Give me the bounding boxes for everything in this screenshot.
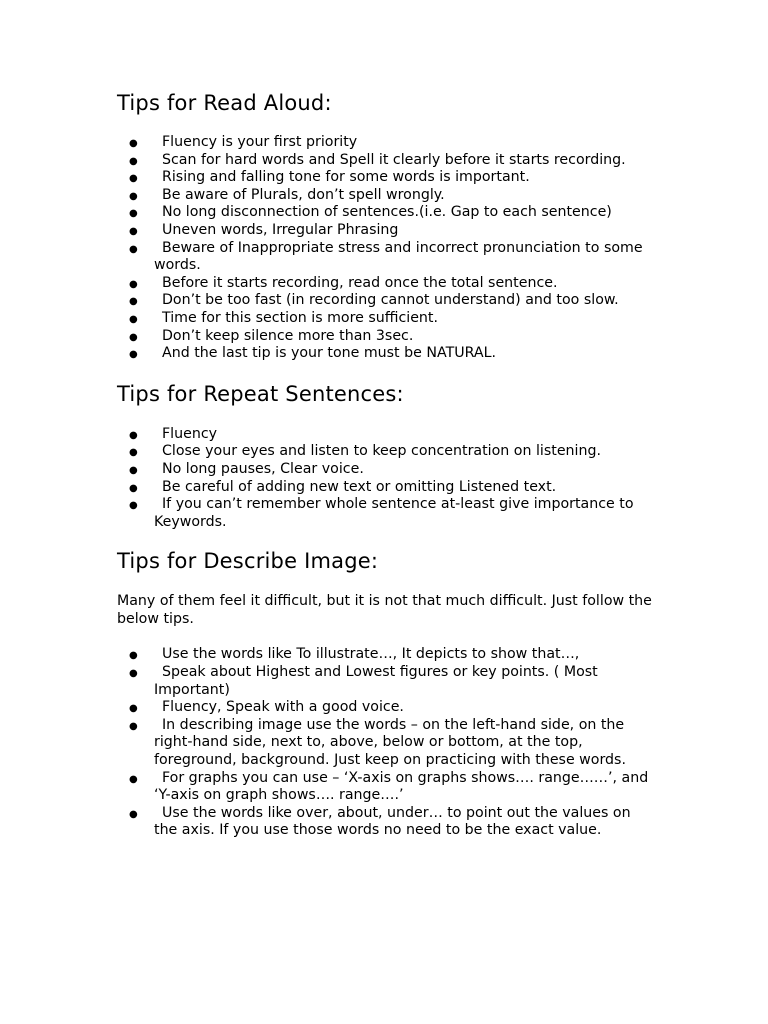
list-item: ● Use the words like To illustrate…, It depicts to show that…,	[117, 646, 657, 664]
list-item: ● For graphs you can use – ‘X-axis on graphs shows…. range……’, and ‘Y-axis on graph shows…. range….’	[129, 769, 649, 804]
bullet-icon: ●	[129, 773, 138, 785]
list-item: ● Uneven words, Irregular Phrasing	[117, 222, 657, 240]
list-item: ● No long pauses, Clear voice.	[117, 461, 657, 479]
bullet-icon: ●	[129, 173, 138, 185]
bullet-icon: ●	[129, 703, 138, 715]
list-read-aloud	[117, 134, 657, 363]
list-item: ● Rising and falling tone for some words is important.	[117, 169, 657, 187]
bullet-icon: ●	[129, 500, 138, 512]
bullet-icon: ●	[129, 313, 138, 325]
list-item: ● Speak about Highest and Lowest figures or key points. ( Most Important)	[129, 664, 598, 698]
list-item: ● Fluency	[117, 426, 657, 444]
bullet-icon: ●	[129, 138, 138, 149]
document-page	[117, 86, 657, 840]
bullet-icon: ●	[129, 668, 138, 680]
bullet-icon: ●	[129, 808, 138, 820]
intro-paragraph: Many of them feel it difficult, but it is not that much difficult. Just follow the below tips.	[117, 593, 652, 627]
bullet-icon: ●	[129, 349, 138, 361]
bullet-icon: ●	[129, 720, 138, 732]
bullet-icon: ●	[129, 650, 138, 662]
bullet-icon: ●	[129, 464, 138, 476]
list-item: ● If you can’t remember whole sentence at-least give importance to Keywords.	[129, 496, 634, 530]
bullet-icon: ●	[129, 243, 138, 255]
list-item: ● Before it starts recording, read once the total sentence.	[117, 275, 657, 293]
bullet-icon: ●	[129, 278, 138, 290]
bullet-icon: ●	[129, 296, 138, 308]
bullet-icon: ●	[129, 155, 138, 167]
list-item: ● Be careful of adding new text or omitting Listened text.	[117, 479, 657, 497]
list-item: ● Fluency, Speak with a good voice.	[117, 699, 657, 717]
list-item: ● Don’t be too fast (in recording cannot understand) and too slow.	[117, 292, 657, 310]
list-item: ● Time for this section is more sufficient.	[117, 310, 657, 328]
list-item: ● Beware of Inappropriate stress and incorrect pronunciation to some words.	[129, 239, 643, 274]
list-item: ● No long disconnection of sentences.(i.e. Gap to each sentence)	[117, 204, 657, 222]
list-item: ● And the last tip is your tone must be NATURAL.	[117, 345, 657, 363]
bullet-icon: ●	[129, 190, 138, 202]
list-item: ● Scan for hard words and Spell it clearly before it starts recording.	[117, 152, 657, 170]
bullet-icon: ●	[129, 225, 138, 237]
bullet-icon: ●	[129, 429, 138, 441]
heading-describe-image: Tips for Describe Image:	[117, 549, 379, 574]
list-describe-image	[117, 646, 657, 840]
bullet-icon: ●	[129, 208, 138, 220]
list-item: ● Don’t keep silence more than 3sec.	[117, 328, 657, 346]
list-item: ● Be aware of Plurals, don’t spell wrongly.	[117, 187, 657, 205]
bullet-icon: ●	[129, 331, 138, 343]
list-item: ● In describing image use the words – on the left-hand side, on the right-hand side, next to, above, below or bottom, at the top, foreground, background. Just keep on practicing with these words.	[129, 716, 626, 769]
list-item: ● Close your eyes and listen to keep concentration on listening.	[117, 443, 657, 461]
bullet-icon: ●	[129, 482, 138, 494]
bullet-icon: ●	[129, 447, 138, 459]
list-item: ● Use the words like over, about, under… to point out the values on the axis. If you use those words no need to be the exact value.	[129, 804, 631, 839]
list-repeat-sentences	[117, 426, 657, 532]
list-item: ● Fluency is your first priority	[117, 134, 657, 152]
heading-repeat-sentences: Tips for Repeat Sentences:	[117, 381, 404, 406]
heading-read-aloud: Tips for Read Aloud:	[117, 91, 332, 115]
